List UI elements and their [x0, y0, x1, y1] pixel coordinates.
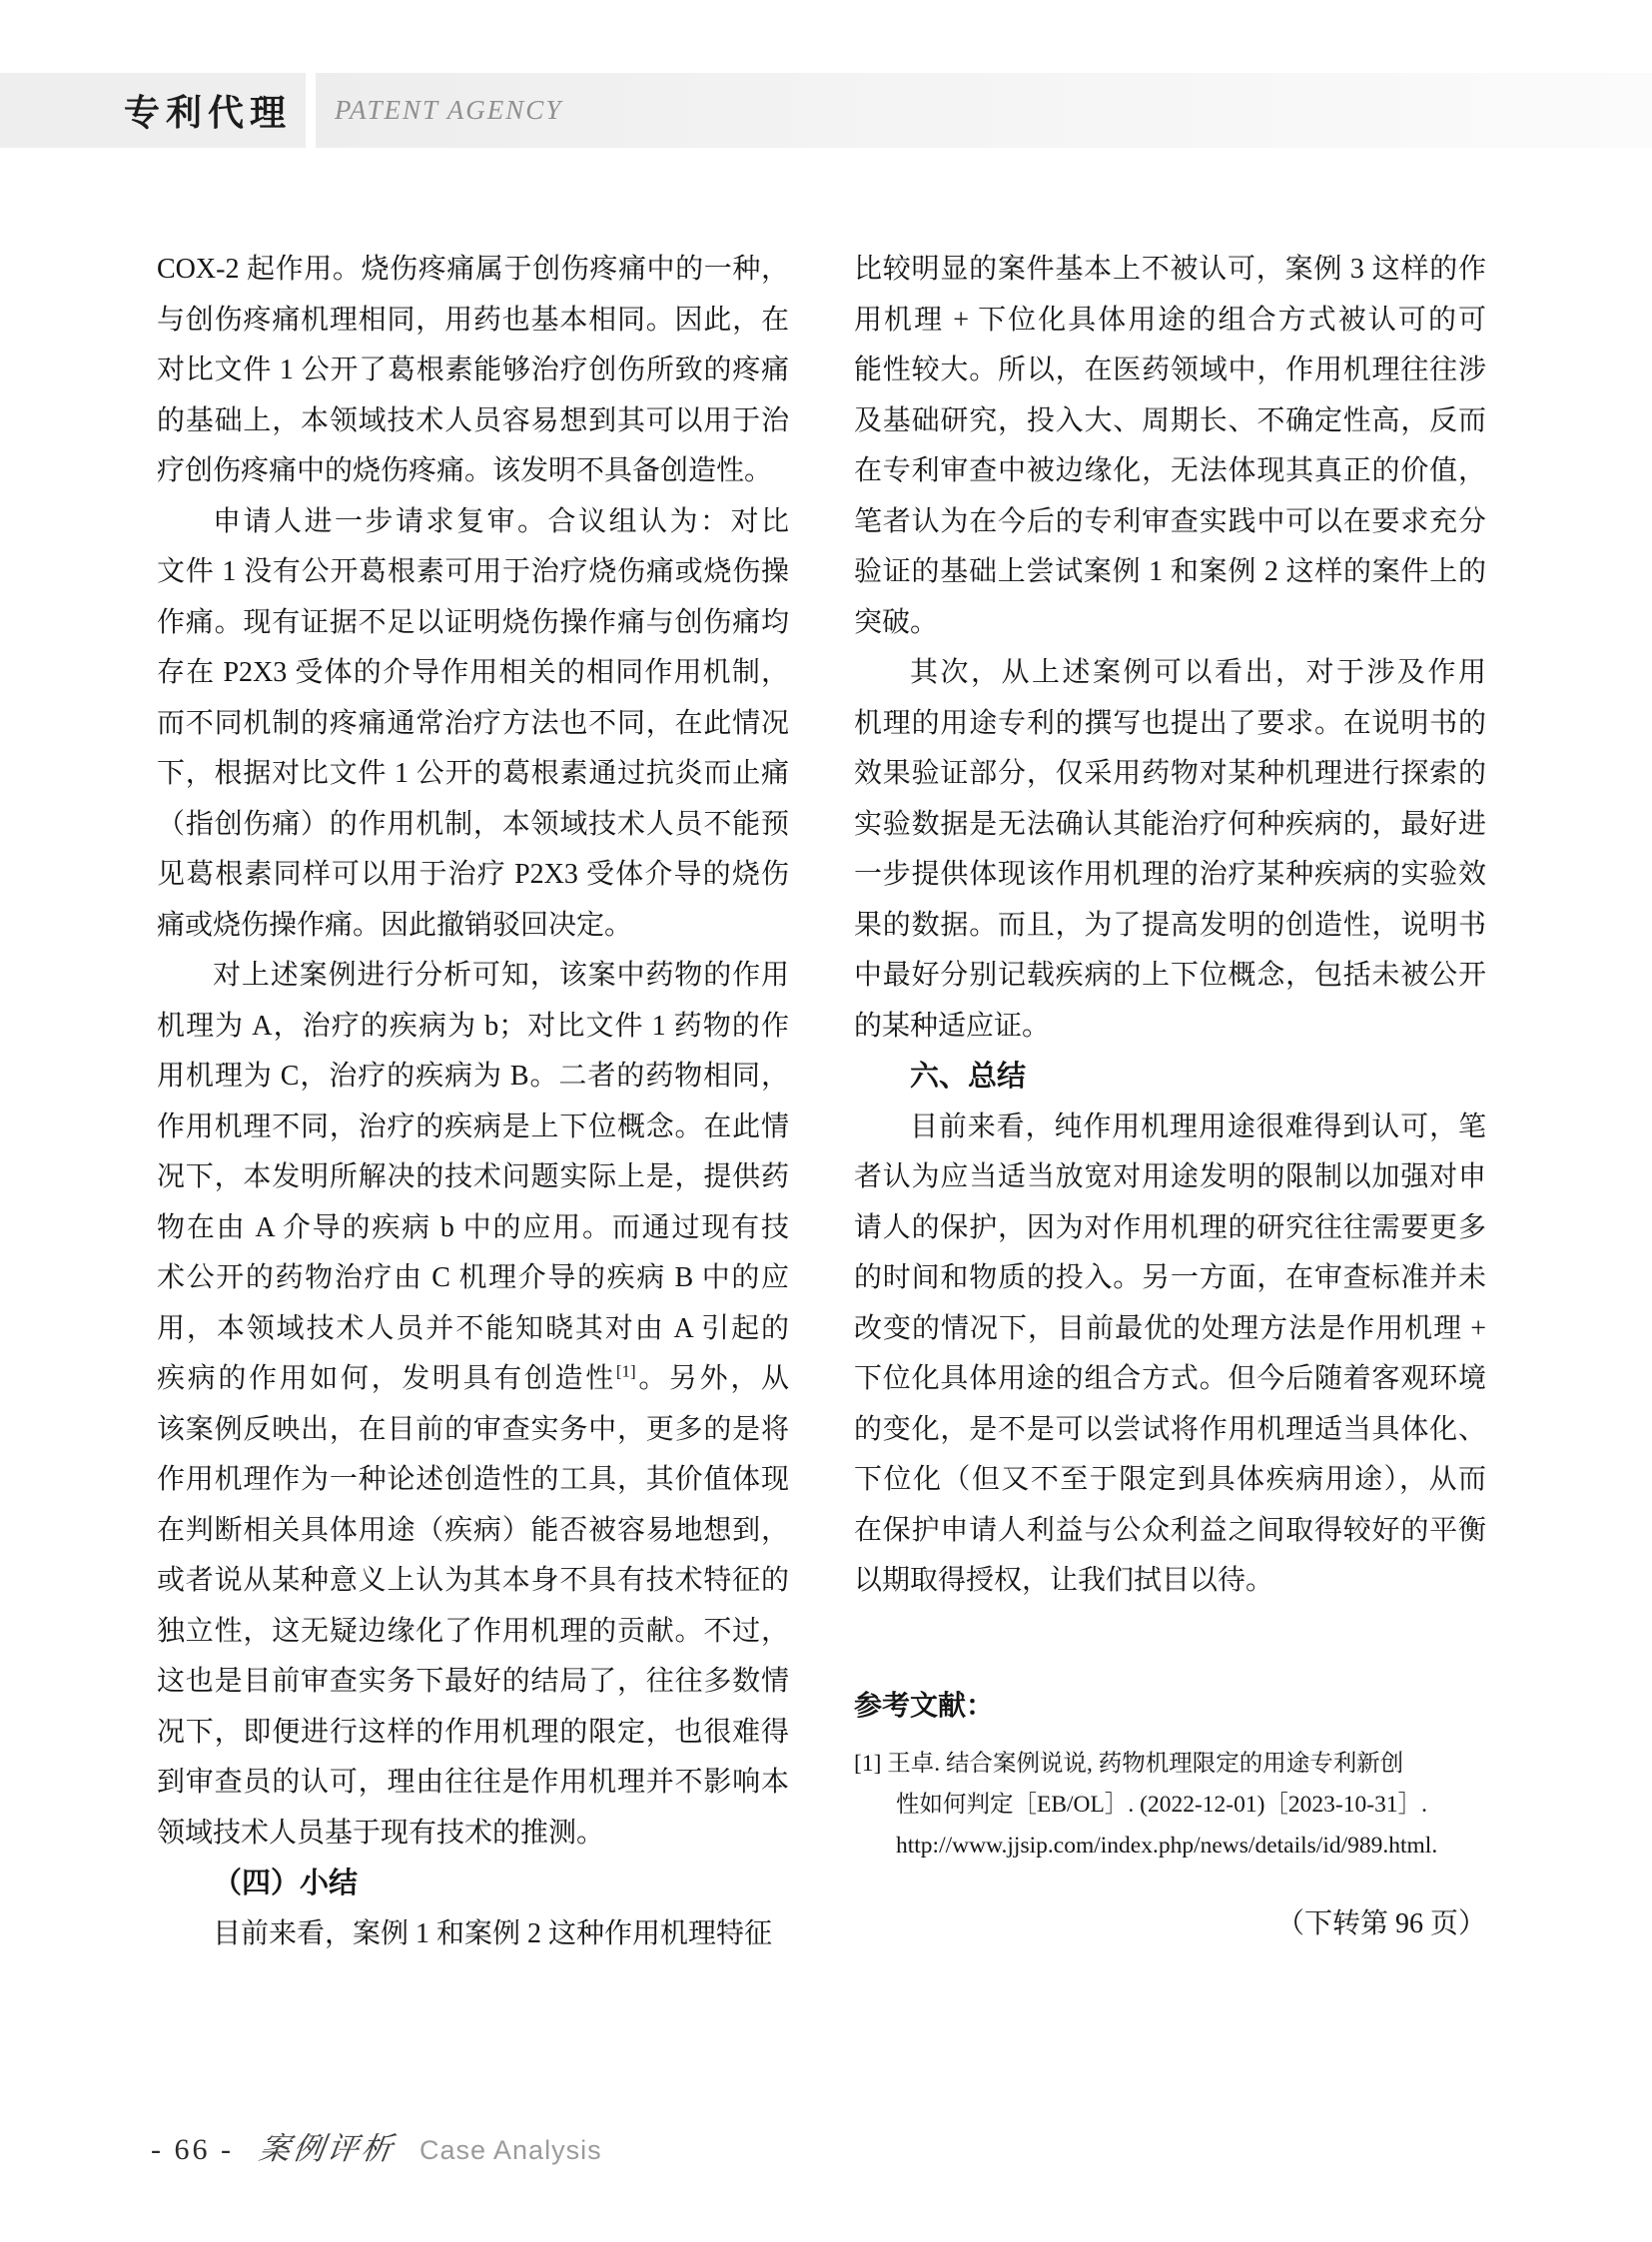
text-line: 下位化具体用途的组合方式。但今后随着客观环境	[854, 1363, 1486, 1394]
text-line: 以期取得授权，让我们拭目以待。	[854, 1565, 1274, 1596]
text-line: 下位化（但又不至于限定到具体疾病用途），从而	[854, 1464, 1486, 1495]
text-line: 能性较大。所以，在医药领域中，作用机理往往涉	[854, 355, 1486, 385]
text-line: 独立性，这无疑边缘化了作用机理的贡献。不过，	[157, 1615, 789, 1647]
text-line: 文件 1 没有公开葛根素可用于治疗烧伤痛或烧伤操	[157, 556, 789, 587]
text-line: 一步提供体现该作用机理的治疗某种疾病的实验效	[854, 859, 1486, 890]
text-line: 这也是目前审查实务下最好的结局了，往往多数情	[157, 1666, 789, 1697]
text-line: 目前来看，纯作用机理用途很难得到认可，笔	[910, 1111, 1486, 1142]
reference-item: [1] 王卓. 结合案例说说, 药物机理限定的用途专利新创	[854, 1750, 1404, 1777]
text-line: COX-2 起作用。烧伤疼痛属于创伤疼痛中的一种，	[157, 254, 789, 285]
text-line: 而不同机制的疼痛通常治疗方法也不同，在此情况	[157, 707, 789, 739]
text-line: 者认为应当适当放宽对用途发明的限制以加强对申	[854, 1161, 1486, 1192]
references-heading: 参考文献：	[854, 1689, 995, 1721]
text-line: 在保护申请人利益与公众利益之间取得较好的平衡	[854, 1514, 1486, 1546]
text-line: 在专利审查中被边缘化，无法体现其真正的价值，	[854, 455, 1486, 486]
section-heading: 六、总结	[910, 1061, 1027, 1093]
footer-section-title-cn: 案例评析	[257, 2131, 399, 2166]
text-line: 与创伤疼痛机理相同，用药也基本相同。因此，在	[157, 304, 789, 336]
text-line: 的变化，是不是可以尝试将作用机理适当具体化、	[854, 1413, 1486, 1445]
continuation-note: （下转第 96 页）	[1275, 1907, 1486, 1939]
text-line: 实验数据是无法确认其能治疗何种疾病的，最好进	[854, 808, 1486, 840]
text-line: 对上述案例进行分析可知，该案中药物的作用	[213, 960, 789, 991]
footer	[151, 2123, 602, 2166]
text-line: 领域技术人员基于现有技术的推测。	[157, 1817, 605, 1849]
text-line: 验证的基础上尝试案例 1 和案例 2 这样的案件上的	[854, 556, 1486, 587]
text-line: 况下，即便进行这样的作用机理的限定，也很难得	[157, 1716, 789, 1748]
text-line: 突破。	[854, 606, 939, 638]
text-line: 作痛。现有证据不足以证明烧伤操作痛与创伤痛均	[157, 606, 789, 638]
text-line: 目前来看，案例 1 和案例 2 这种作用机理特征	[213, 1917, 773, 1949]
text-line: 效果验证部分，仅采用药物对某种机理进行探索的	[854, 758, 1486, 789]
header-band-right	[316, 73, 1652, 148]
text-line: 笔者认为在今后的专利审查实践中可以在要求充分	[854, 505, 1486, 537]
text-line: （指创伤痛）的作用机制，本领域技术人员不能预	[157, 808, 789, 840]
reference-list	[854, 1744, 1486, 1867]
text-line: 的某种适应证。	[854, 1010, 1051, 1042]
article-right-column	[854, 245, 1486, 1942]
text-line: 痛或烧伤操作痛。因此撤销驳回决定。	[157, 909, 633, 941]
header-band	[0, 73, 1652, 148]
text-line: 该案例反映出，在目前的审查实务中，更多的是将	[157, 1413, 789, 1445]
text-line: 下，根据对比文件 1 公开的葛根素通过抗炎而止痛	[157, 758, 789, 789]
text-line: 对比文件 1 公开了葛根素能够治疗创伤所致的疼痛	[157, 355, 789, 385]
header-band-left	[0, 73, 306, 148]
text-line: 用机理 + 下位化具体用途的组合方式被认可的可	[854, 304, 1486, 336]
text-line: 到审查员的认可，理由往往是作用机理并不影响本	[157, 1767, 789, 1798]
text-line: 中最好分别记载疾病的上下位概念，包括未被公开	[854, 960, 1486, 991]
text-line: 在判断相关具体用途（疾病）能否被容易地想到，	[157, 1514, 789, 1546]
article-left-column	[157, 245, 789, 1959]
text-line: 用，本领域技术人员并不能知晓其对由 A 引起的	[157, 1312, 789, 1344]
reference-item: http://www.jjsip.com/index.php/news/details/id/989.html.	[896, 1832, 1438, 1859]
section-heading: （四）小结	[213, 1868, 359, 1899]
text-line: 作用机理作为一种论述创造性的工具，其价值体现	[157, 1464, 789, 1495]
reference-item: 性如何判定［EB/OL］. (2022-12-01)［2023-10-31］.	[896, 1791, 1427, 1818]
text-line: 况下，本发明所解决的技术问题实际上是，提供药	[157, 1161, 789, 1192]
text-line: 请人的保护，因为对作用机理的研究往往需要更多	[854, 1211, 1486, 1243]
footer-section-title-en: Case Analysis	[418, 2135, 602, 2165]
text-line: 的基础上，本领域技术人员容易想到其可以用于治	[157, 404, 789, 436]
text-line: 及基础研究，投入大、周期长、不确定性高，反而	[854, 404, 1486, 436]
text-line: 见葛根素同样可以用于治疗 P2X3 受体介导的烧伤	[157, 859, 789, 890]
text-line: 疗创伤疼痛中的烧伤疼痛。该发明不具备创造性。	[157, 455, 773, 486]
journal-section-title-cn: 专利代理	[123, 92, 292, 133]
journal-section-title-en: PATENT AGENCY	[335, 95, 563, 125]
text-line: 疾病的作用如何，发明具有创造性[1]。另外，从	[157, 1361, 789, 1394]
page-number: - 66 -	[151, 2133, 234, 2166]
text-line: 比较明显的案件基本上不被认可，案例 3 这样的作	[854, 254, 1486, 285]
text-line: 机理的用途专利的撰写也提出了要求。在说明书的	[854, 707, 1486, 739]
text-line: 作用机理不同，治疗的疾病是上下位概念。在此情	[157, 1111, 789, 1142]
text-line: 存在 P2X3 受体的介导作用相关的相同作用机制，	[157, 657, 789, 688]
text-line: 果的数据。而且，为了提高发明的创造性，说明书	[854, 909, 1486, 941]
text-line: 用机理为 C，治疗的疾病为 B。二者的药物相同，	[157, 1061, 789, 1092]
text-line: 的时间和物质的投入。另一方面，在审查标准并未	[854, 1262, 1486, 1293]
text-line: 其次，从上述案例可以看出，对于涉及作用	[910, 657, 1486, 688]
text-line: 物在由 A 介导的疾病 b 中的应用。而通过现有技	[157, 1211, 789, 1243]
text-line: 申请人进一步请求复审。合议组认为：对比	[213, 505, 789, 537]
text-line: 术公开的药物治疗由 C 机理介导的疾病 B 中的应	[157, 1262, 789, 1293]
text-line: 改变的情况下，目前最优的处理方法是作用机理 +	[854, 1312, 1486, 1344]
text-line: 机理为 A，治疗的疾病为 b；对比文件 1 药物的作	[157, 1010, 789, 1042]
text-line: 或者说从某种意义上认为其本身不具有技术特征的	[157, 1565, 789, 1596]
